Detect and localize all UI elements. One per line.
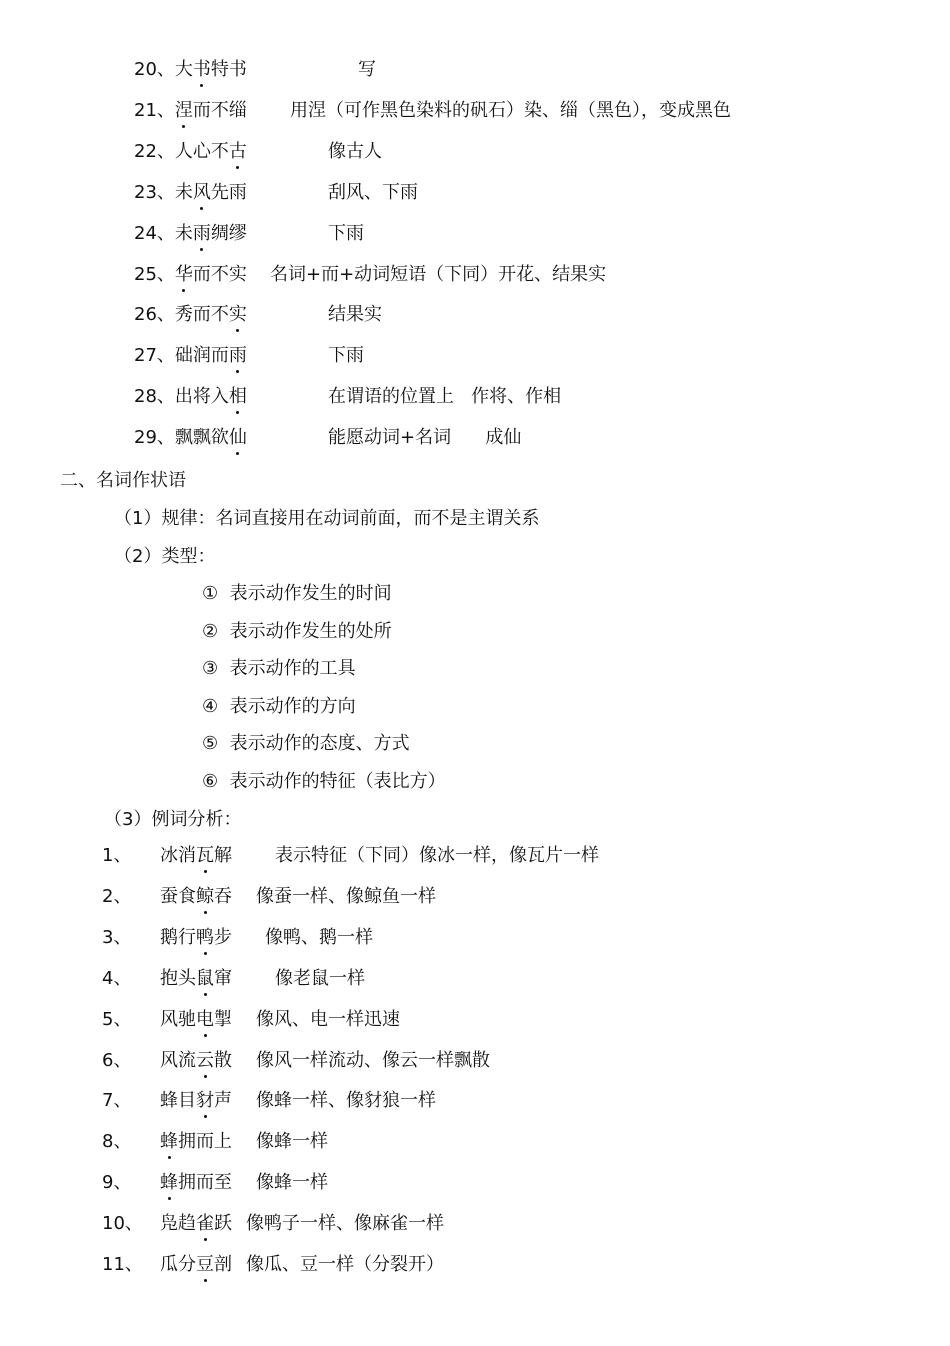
rule-line — [114, 508, 539, 530]
example-term — [160, 1172, 232, 1194]
rule-text: （1）规律：名词直接用在动词前面，而不是主谓关系 — [114, 508, 540, 529]
idiom-gloss — [275, 968, 365, 990]
idiom-term: 出将入相 — [174, 386, 247, 408]
item-number: 25、 — [134, 263, 175, 285]
idiom-gloss — [328, 386, 561, 408]
example-number — [102, 1172, 131, 1194]
item-number: 28、 — [134, 386, 175, 408]
idiom-gloss — [270, 264, 606, 286]
gloss-text: 像风、电一样迅速 — [256, 1008, 400, 1030]
idiom-term: 大书特书 — [174, 59, 247, 80]
example-term — [160, 845, 232, 867]
gloss-text: 下雨 — [328, 345, 364, 367]
idiom-term: 飘飘欲仙 — [174, 427, 247, 449]
idiom-gloss — [290, 100, 731, 122]
list-item — [134, 182, 247, 204]
type-text: ④ 表示动作的方向 — [202, 695, 356, 717]
type-text: ③ 表示动作的工具 — [202, 658, 356, 680]
item-number: 3、 — [102, 926, 132, 948]
item-number: 22、 — [134, 140, 175, 162]
item-number: 10、 — [102, 1213, 143, 1235]
examples-title: （3）例词分析： — [104, 809, 242, 830]
idiom-gloss — [265, 927, 373, 949]
example-number — [102, 1254, 143, 1276]
example-number — [102, 968, 131, 990]
type-item — [202, 621, 392, 643]
item-number: 27、 — [134, 345, 175, 367]
idiom-gloss — [256, 1172, 328, 1194]
list-item — [134, 264, 247, 286]
example-term — [160, 1009, 232, 1031]
item-number: 5、 — [102, 1008, 132, 1030]
idiom-gloss — [328, 141, 382, 163]
idiom-term: 蚕食鲸吞 — [160, 885, 232, 907]
list-item — [134, 386, 247, 408]
idiom-gloss — [246, 1254, 444, 1276]
idiom-term: 秀而不实 — [174, 304, 247, 326]
gloss-text: 像老鼠一样 — [275, 967, 365, 989]
example-term — [160, 1090, 232, 1112]
gloss-text: 能愿动词+名词 成仙 — [328, 427, 522, 449]
idiom-term: 华而不实 — [174, 263, 247, 285]
example-term — [160, 1213, 232, 1235]
idiom-term: 凫趋雀跃 — [160, 1213, 232, 1235]
item-number: 1、 — [102, 845, 132, 866]
example-number — [102, 1131, 131, 1153]
type-item — [202, 658, 356, 680]
idiom-term: 人心不古 — [174, 140, 247, 162]
example-term — [160, 1050, 232, 1072]
type-text: ⑤ 表示动作的态度、方式 — [202, 733, 410, 755]
list-item — [134, 223, 247, 245]
idiom-term: 涅而不缁 — [174, 99, 247, 121]
idiom-gloss — [256, 1009, 400, 1031]
idiom-gloss — [328, 427, 521, 449]
gloss-text: 像蚕一样、像鲸鱼一样 — [256, 885, 436, 907]
gloss-text: 名词+而+动词短语（下同）开花、结果实 — [270, 263, 607, 285]
type-item — [202, 733, 410, 755]
gloss-text: 像风一样流动、像云一样飘散 — [256, 1049, 490, 1071]
type-item — [202, 771, 446, 793]
idiom-gloss — [328, 345, 364, 367]
gloss-text: 像蜂一样 — [256, 1131, 328, 1153]
idiom-term: 风流云散 — [160, 1049, 232, 1071]
gloss-text: 像蜂一样、像豺狼一样 — [256, 1090, 436, 1112]
idiom-gloss — [358, 59, 376, 81]
item-number: 21、 — [134, 99, 175, 121]
item-number: 7、 — [102, 1090, 132, 1112]
example-number — [102, 1090, 131, 1112]
idiom-gloss — [275, 845, 599, 867]
example-number — [102, 1050, 131, 1072]
item-number: 2、 — [102, 885, 132, 907]
idiom-gloss — [256, 886, 436, 908]
example-term — [160, 1131, 232, 1153]
item-number: 6、 — [102, 1049, 132, 1071]
item-number: 26、 — [134, 304, 175, 326]
item-number: 8、 — [102, 1131, 132, 1153]
type-item — [202, 583, 392, 605]
gloss-text: 像瓜、豆一样（分裂开） — [246, 1254, 444, 1275]
type-text: ⑥ 表示动作的特征（表比方） — [202, 771, 446, 792]
example-term — [160, 886, 232, 908]
gloss-text: 像鸭子一样、像麻雀一样 — [246, 1213, 444, 1235]
list-item — [134, 100, 247, 122]
example-number — [102, 1009, 131, 1031]
gloss-text: 下雨 — [328, 222, 364, 244]
idiom-term: 础润而雨 — [174, 345, 247, 367]
list-item — [134, 141, 247, 163]
idiom-gloss — [328, 304, 382, 326]
example-number — [102, 886, 131, 908]
idiom-gloss — [256, 1050, 490, 1072]
idiom-gloss — [256, 1131, 328, 1153]
examples-heading — [104, 809, 241, 831]
idiom-term: 冰消瓦解 — [160, 845, 232, 866]
example-number — [102, 845, 131, 867]
idiom-term: 未风先雨 — [174, 181, 247, 203]
type-text: ② 表示动作发生的处所 — [202, 620, 392, 642]
gloss-text: 像古人 — [328, 140, 382, 162]
idiom-term: 鹅行鸭步 — [160, 926, 232, 948]
list-item — [134, 59, 247, 81]
item-number: 23、 — [134, 181, 175, 203]
example-number — [102, 1213, 143, 1235]
idiom-term: 风驰电掣 — [160, 1008, 232, 1030]
gloss-text: 刮风、下雨 — [328, 181, 418, 203]
idiom-term: 抱头鼠窜 — [160, 967, 232, 989]
type-item — [202, 696, 356, 718]
gloss-text: 像鸭、鹅一样 — [265, 926, 373, 948]
idiom-term: 蜂拥而上 — [160, 1131, 232, 1153]
gloss-text: 用涅（可作黑色染料的矾石）染、缁（黑色），变成黑色 — [290, 99, 731, 121]
item-number: 11、 — [102, 1254, 143, 1275]
idiom-term: 瓜分豆剖 — [160, 1254, 232, 1275]
example-term — [160, 968, 232, 990]
type-text: ① 表示动作发生的时间 — [202, 583, 392, 604]
gloss-text: 像蜂一样 — [256, 1172, 328, 1194]
section-title: 二、名词作状语 — [60, 470, 186, 491]
item-number: 4、 — [102, 967, 132, 989]
section-heading — [60, 470, 186, 492]
item-number: 9、 — [102, 1172, 132, 1194]
idiom-term: 蜂目豺声 — [160, 1090, 232, 1112]
gloss-text: 表示特征（下同）像冰一样，像瓦片一样 — [275, 845, 599, 866]
item-number: 20、 — [134, 59, 175, 80]
example-term — [160, 927, 232, 949]
types-heading — [114, 546, 215, 568]
idiom-gloss — [256, 1090, 436, 1112]
gloss-text: 在谓语的位置上 作将、作相 — [328, 386, 562, 408]
example-term — [160, 1254, 232, 1276]
example-number — [102, 927, 131, 949]
list-item — [134, 345, 247, 367]
item-number: 29、 — [134, 427, 175, 449]
idiom-gloss — [328, 182, 418, 204]
idiom-gloss — [246, 1213, 444, 1235]
idiom-term: 蜂拥而至 — [160, 1172, 232, 1194]
gloss-text: 写 — [358, 59, 376, 80]
list-item — [134, 304, 247, 326]
idiom-gloss — [328, 223, 364, 245]
item-number: 24、 — [134, 222, 175, 244]
types-title: （2）类型： — [114, 546, 216, 567]
gloss-text: 结果实 — [328, 304, 382, 326]
list-item — [134, 427, 247, 449]
idiom-term: 未雨绸缪 — [174, 222, 247, 244]
